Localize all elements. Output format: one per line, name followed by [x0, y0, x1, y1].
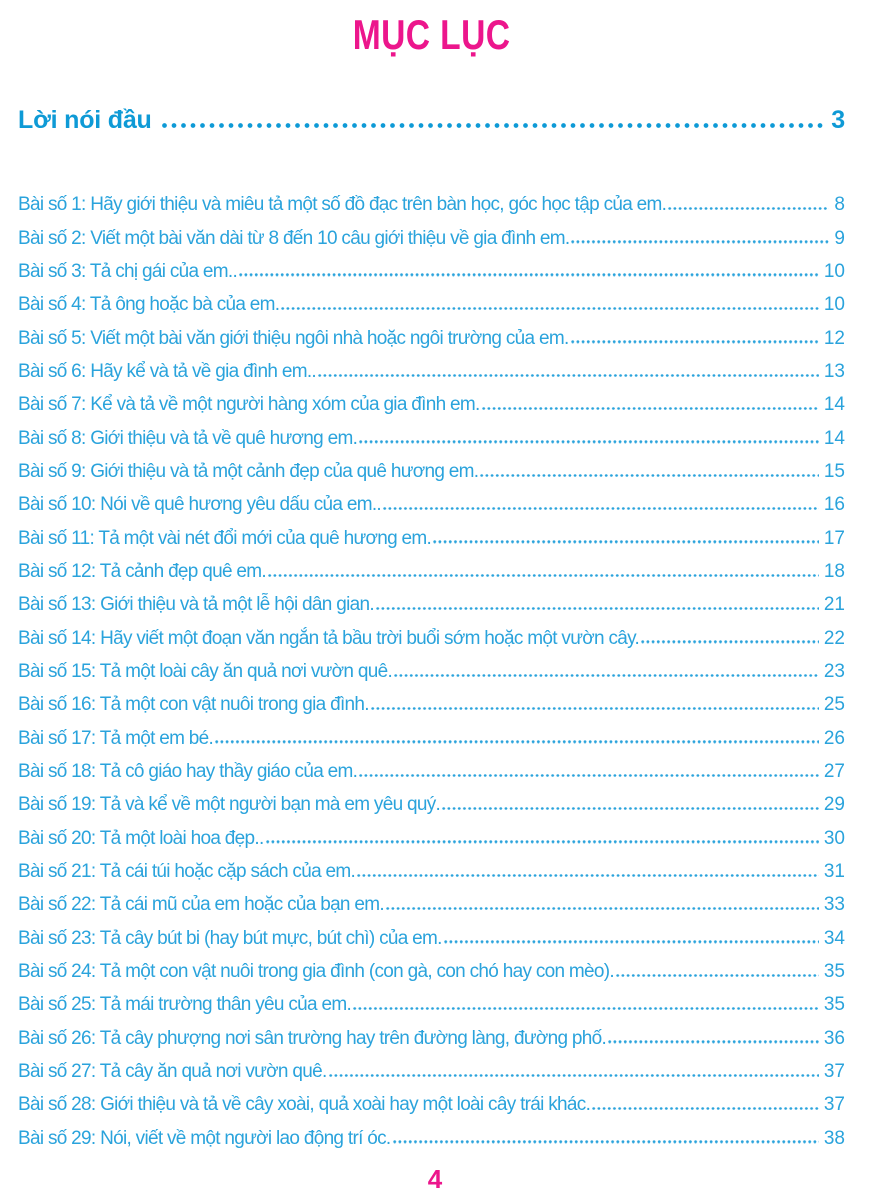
toc-entry [18, 188, 845, 221]
toc-entry [18, 788, 845, 821]
toc-entry-page: 35 [823, 961, 845, 983]
toc-entry-label: Bài số 8: Giới thiệu và tả về quê hương em. [18, 427, 358, 449]
toc-entry-label: Bài số 20: Tả một loài hoa đẹp.. [18, 827, 264, 849]
toc-entry-page: 22 [823, 627, 845, 649]
toc-entry [18, 688, 845, 721]
toc-leader-dots [329, 1074, 819, 1077]
toc-entry-page: 17 [823, 527, 845, 549]
toc-leader-dots [433, 540, 819, 543]
toc-leader-dots [268, 574, 819, 577]
toc-leader-dots [359, 774, 819, 777]
toc-entry-label: Bài số 10: Nói về quê hương yêu dấu của em.. [18, 494, 382, 516]
toc-leader-dots [376, 607, 819, 610]
toc-leader-dots [571, 340, 819, 343]
toc-entry [18, 355, 845, 388]
toc-entry-label: Bài số 11: Tả một vài nét đổi mới của quê hương em. [18, 527, 432, 549]
toc-entry [18, 888, 845, 921]
toc-entry-label: Bài số 21: Tả cái túi hoặc cặp sách của em. [18, 861, 356, 883]
toc-entry-label: Bài số 15: Tả một loài cây ăn quả nơi vườn quê. [18, 661, 393, 682]
toc-entry [18, 288, 845, 321]
toc-entry [18, 722, 845, 755]
toc-entry [18, 222, 845, 255]
toc-entry-page: 30 [823, 827, 845, 849]
toc-entry [18, 755, 845, 788]
toc-entry-page: 14 [823, 394, 845, 416]
foreword-leader-dots [162, 123, 826, 128]
toc-entry-label: Bài số 28: Giới thiệu và tả về cây xoài, quả xoài hay một loài cây trái khác. [18, 1094, 591, 1116]
toc-entry-label: Bài số 25: Tả mái trường thân yêu của em. [18, 994, 352, 1016]
toc-entry-page: 13 [823, 360, 845, 382]
toc-entry-label: Bài số 7: Kể và tả về một người hàng xóm của gia đình em. [18, 394, 480, 416]
toc-leader-dots [353, 1007, 819, 1010]
toc-entry-page: 33 [823, 894, 845, 916]
toc-entry-page: 27 [823, 761, 845, 783]
toc-leader-dots [442, 807, 819, 810]
toc-entry [18, 655, 845, 688]
toc-entry [18, 988, 845, 1021]
toc-leader-dots [571, 240, 829, 243]
toc-entry-label: Bài số 23: Tả cây bút bi (hay bút mực, bút chì) của em. [18, 927, 442, 949]
toc-entry-label: Bài số 4: Tả ông hoặc bà của em. [18, 294, 280, 316]
toc-leader-dots [266, 840, 819, 843]
toc-entry-label: Bài số 5: Viết một bài văn giới thiệu ngôi nhà hoặc ngôi trường của em. [18, 327, 569, 349]
toc-entry [18, 922, 845, 955]
toc-entry [18, 255, 845, 288]
toc-entry-page: 15 [823, 460, 845, 482]
toc-leader-dots [386, 907, 819, 910]
toc-entry-page: 23 [823, 661, 845, 682]
toc-entry-page: 12 [823, 327, 845, 349]
toc-entry [18, 822, 845, 855]
toc-entry-label: Bài số 17: Tả một em bé. [18, 727, 214, 749]
toc-entry-label: Bài số 18: Tả cô giáo hay thầy giáo của em. [18, 761, 358, 783]
toc-leader-dots [608, 1040, 819, 1043]
toc-leader-dots [318, 374, 819, 377]
toc-entry [18, 488, 845, 521]
toc-entry-page: 31 [823, 861, 845, 883]
toc-entry-page: 26 [823, 727, 845, 749]
toc-entry [18, 622, 845, 655]
toc-leader-dots [482, 407, 819, 410]
toc-leader-dots [592, 1107, 819, 1110]
toc-entry-label: Bài số 14: Hãy viết một đoạn văn ngắn tả bầu trời buổi sớm hoặc một vườn cây. [18, 627, 640, 649]
toc-leader-dots [444, 940, 819, 943]
toc-leader-dots [359, 440, 819, 443]
footer-page-number: 4 [427, 1164, 443, 1194]
toc-entry-label: Bài số 2: Viết một bài văn dài từ 8 đến 10 câu giới thiệu về gia đình em. [18, 227, 570, 249]
toc-entry-page: 34 [823, 927, 845, 949]
toc-list [18, 188, 845, 1155]
toc-entry [18, 955, 845, 988]
toc-entry-label: Bài số 1: Hãy giới thiệu và miêu tả một số đồ đạc trên bàn học, góc học tập của em. [18, 194, 667, 216]
toc-entry [18, 455, 845, 488]
toc-entry-page: 14 [823, 427, 845, 449]
toc-leader-dots [393, 1140, 819, 1143]
toc-entry-page: 38 [823, 1127, 845, 1149]
toc-entry-page: 9 [834, 227, 845, 249]
toc-entry [18, 522, 845, 555]
foreword-page-number: 3 [831, 106, 845, 135]
toc-entry-page: 37 [823, 1061, 845, 1083]
toc-entry-page: 36 [823, 1027, 845, 1049]
toc-entry-page: 10 [823, 294, 845, 316]
page-title [18, 12, 845, 58]
toc-entry-label: Bài số 16: Tả một con vật nuôi trong gia đình. [18, 694, 369, 716]
toc-entry [18, 855, 845, 888]
toc-leader-dots [281, 307, 818, 310]
toc-entry-label: Bài số 12: Tả cảnh đẹp quê em. [18, 560, 266, 582]
toc-leader-dots [215, 740, 819, 743]
toc-entry [18, 1088, 845, 1121]
toc-entry [18, 588, 845, 621]
toc-leader-dots [668, 207, 829, 210]
toc-leader-dots [641, 640, 819, 643]
toc-entry [18, 555, 845, 588]
toc-entry-label: Bài số 27: Tả cây ăn quả nơi vườn quê. [18, 1061, 327, 1083]
toc-entry-label: Bài số 13: Giới thiệu và tả một lễ hội dân gian. [18, 594, 374, 616]
toc-entry [18, 322, 845, 355]
toc-entry-label: Bài số 26: Tả cây phượng nơi sân trường hay trên đường làng, đường phố. [18, 1027, 607, 1049]
toc-entry-page: 8 [834, 194, 845, 216]
toc-entry-page: 25 [823, 694, 845, 716]
toc-leader-dots [357, 874, 819, 877]
toc-leader-dots [371, 707, 819, 710]
toc-entry-page: 37 [823, 1094, 845, 1116]
toc-entry [18, 422, 845, 455]
toc-entry [18, 1122, 845, 1155]
toc-entry-label: Bài số 29: Nói, viết về một người lao động trí óc. [18, 1127, 391, 1149]
toc-entry-label: Bài số 19: Tả và kể về một người bạn mà em yêu quý. [18, 794, 441, 816]
toc-entry [18, 1055, 845, 1088]
toc-entry-label: Bài số 24: Tả một con vật nuôi trong gia đình (con gà, con chó hay con mèo). [18, 961, 615, 983]
toc-leader-dots [394, 674, 819, 677]
toc-entry [18, 1022, 845, 1055]
toc-entry [18, 388, 845, 421]
toc-entry-label: Bài số 3: Tả chị gái của em.. [18, 260, 238, 282]
toc-entry-page: 21 [823, 594, 845, 616]
toc-entry-page: 16 [823, 494, 845, 516]
toc-leader-dots [239, 273, 819, 276]
foreword-label: Lời nói đầu [18, 106, 152, 135]
toc-entry-label: Bài số 22: Tả cái mũ của em hoặc của bạn em. [18, 894, 384, 916]
toc-leader-dots [480, 474, 819, 477]
toc-leader-dots [383, 507, 819, 510]
toc-entry-page: 35 [823, 994, 845, 1016]
foreword-entry [18, 102, 845, 138]
toc-entry-page: 18 [823, 560, 845, 582]
toc-entry-label: Bài số 6: Hãy kể và tả về gia đình em.. [18, 360, 316, 382]
toc-entry-page: 10 [823, 260, 845, 282]
toc-entry-page: 29 [823, 794, 845, 816]
toc-entry-label: Bài số 9: Giới thiệu và tả một cảnh đẹp của quê hương em. [18, 460, 479, 482]
toc-leader-dots [616, 974, 819, 977]
page-title-text: MỤC LỤC [352, 11, 511, 58]
